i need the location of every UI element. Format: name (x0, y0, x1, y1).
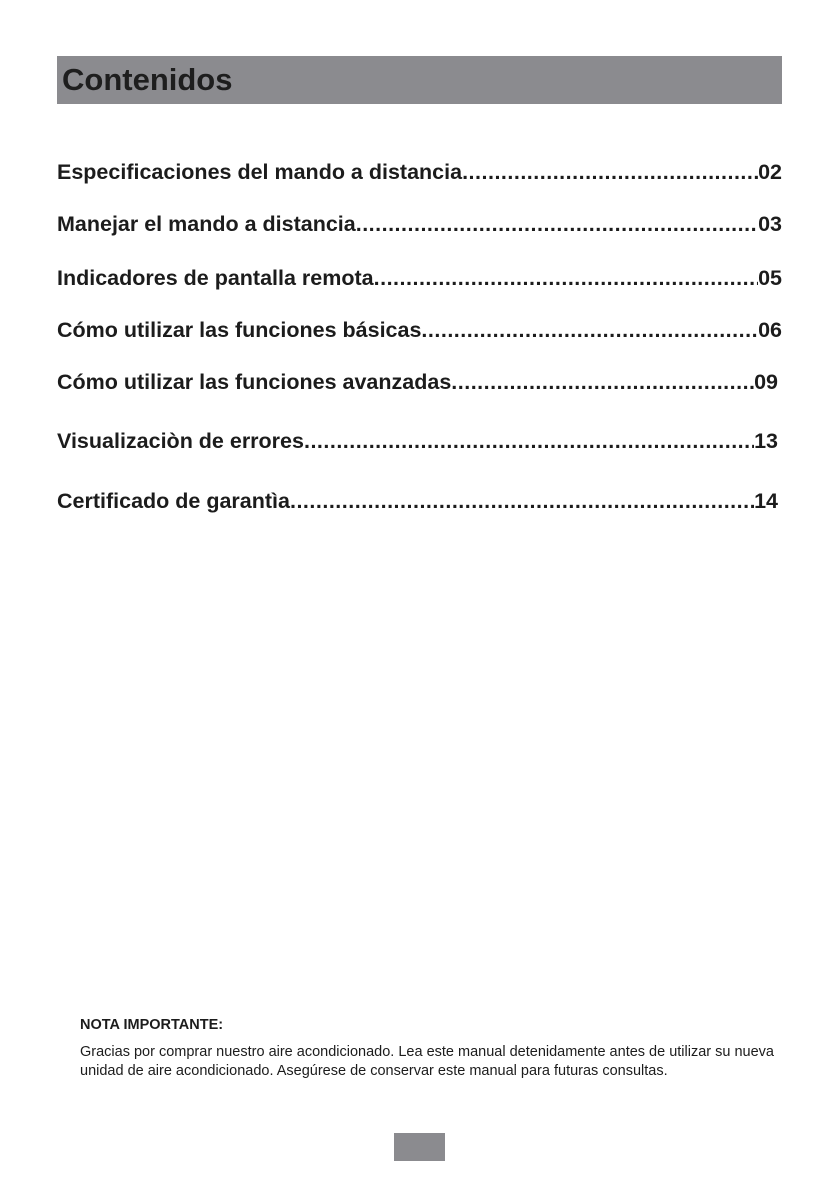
toc-entry-title: Cómo utilizar las funciones básicas (57, 318, 422, 342)
toc-entry-page: 14 (754, 489, 778, 513)
toc-entry-page: 06 (758, 318, 782, 342)
toc-entry-advanced-functions[interactable] (57, 368, 778, 396)
page-title: Contenidos (62, 62, 233, 97)
toc-entry-title: Manejar el mando a distancia (57, 212, 356, 236)
toc-entry-title: Visualizaciòn de errores (57, 429, 304, 453)
toc-entry-warranty[interactable] (57, 487, 778, 515)
toc-entry-basic-functions[interactable] (57, 316, 782, 344)
toc-entry-title: Cómo utilizar las funciones avanzadas (57, 370, 452, 394)
toc-entry-title: Especificaciones del mando a distancia (57, 160, 463, 184)
note-body: Gracias por comprar nuestro aire acondicionado. Lea este manual detenidamente antes de utilizar su nueva unidad de aire acondicionado. Asegúrese de conservar este manual para futuras consultas. (80, 1044, 774, 1079)
toc-entry-display-indicators[interactable] (57, 264, 782, 292)
toc-entry-operating-remote[interactable] (57, 210, 782, 238)
note-title: NOTA IMPORTANTE: (80, 1017, 224, 1033)
toc-entry-title: Certificado de garantìa (57, 489, 290, 513)
header-bar (57, 56, 782, 104)
toc-entry-title: Indicadores de pantalla remota (57, 266, 374, 290)
important-note (80, 1016, 780, 1081)
toc-entry-error-display[interactable] (57, 427, 778, 455)
toc-leader-dots (290, 487, 754, 515)
toc-entry-page: 02 (758, 160, 782, 184)
toc-entry-page: 09 (754, 370, 778, 394)
toc-leader-dots (451, 368, 754, 396)
toc-entry-page: 03 (758, 212, 782, 236)
toc-entry-page: 05 (758, 266, 782, 290)
toc-entry-specifications[interactable] (57, 158, 782, 186)
toc-leader-dots (356, 210, 758, 238)
toc-leader-dots (304, 427, 754, 455)
toc-entry-page: 13 (754, 429, 778, 453)
page-number-tab (394, 1133, 445, 1161)
toc-leader-dots (462, 158, 758, 186)
toc-leader-dots (421, 316, 758, 344)
toc-leader-dots (374, 264, 758, 292)
